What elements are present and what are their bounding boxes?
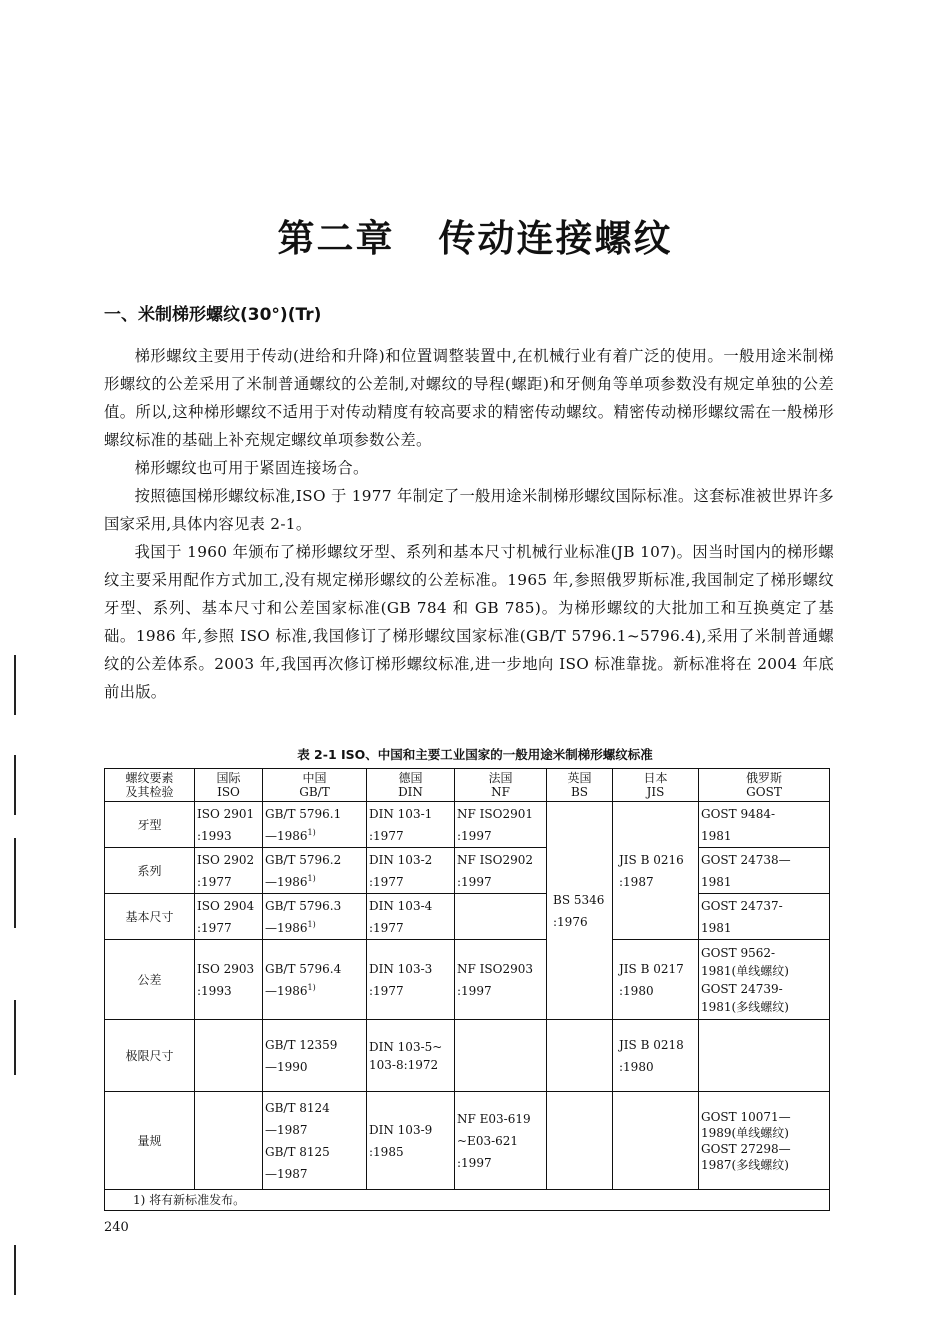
table-header-row bbox=[105, 769, 830, 802]
header-uk bbox=[547, 769, 613, 802]
cell-line: GOST 9562- bbox=[701, 945, 776, 960]
table-cell bbox=[699, 940, 830, 1020]
header-iso bbox=[195, 769, 263, 802]
table-cell bbox=[699, 848, 830, 894]
table-cell bbox=[367, 1020, 455, 1092]
table-cell-jis-merged bbox=[613, 802, 699, 940]
table-row bbox=[105, 894, 830, 940]
cell-line: —1986 bbox=[265, 828, 308, 843]
cell-line: DIN 103-2 bbox=[369, 852, 433, 867]
cell-line: ISO 2903 bbox=[197, 961, 255, 976]
cell-line: ISO 2902 bbox=[197, 852, 255, 867]
table-cell-empty bbox=[195, 1092, 263, 1190]
cell-line: —1990 bbox=[265, 1059, 308, 1074]
header-france bbox=[455, 769, 547, 802]
cell-line: GOST 9484- bbox=[701, 806, 776, 821]
table-caption: 表 2-1 ISO、中国和主要工业国家的一般用途米制梯形螺纹标准 bbox=[297, 747, 653, 762]
table-cell-bs-merged bbox=[547, 802, 613, 1020]
table-cell-empty bbox=[195, 1020, 263, 1092]
header-line: 俄罗斯 bbox=[745, 771, 782, 785]
row-label: 基本尺寸 bbox=[105, 894, 195, 940]
table-cell bbox=[263, 894, 367, 940]
cell-line: :1993 bbox=[197, 828, 232, 843]
cell-line: DIN 103-3 bbox=[369, 961, 433, 976]
cell-line: JIS B 0218 bbox=[619, 1037, 684, 1052]
cell-line: :1977 bbox=[369, 920, 404, 935]
cell-line: —1986 bbox=[265, 874, 308, 889]
body-text bbox=[104, 342, 834, 706]
table-cell bbox=[367, 940, 455, 1020]
cell-line: ISO 2904 bbox=[197, 898, 255, 913]
cell-line: :1997 bbox=[457, 874, 492, 889]
cell-line: GOST 27298— bbox=[701, 1141, 791, 1156]
table-cell-empty bbox=[699, 1020, 830, 1092]
table-cell-empty bbox=[547, 1092, 613, 1190]
cell-line: GB/T 8124 bbox=[265, 1100, 330, 1115]
header-line: GB/T bbox=[299, 785, 330, 799]
paragraph: 梯形螺纹主要用于传动(进给和升降)和位置调整装置中,在机械行业有着广泛的使用。一般用途米制梯形螺纹的公差采用了米制普通螺纹的公差制,对螺纹的导程(螺距)和牙侧角等单项参数没有规定单独的公差值。所以,这种梯形螺纹不适用于对传动精度有较高要求的精密传动螺纹。精密传动梯形螺纹需在一般梯形螺纹标准的基础上补充规定螺纹单项参数公差。 bbox=[104, 347, 834, 449]
cell-line: :1977 bbox=[197, 874, 232, 889]
table-row bbox=[105, 1020, 830, 1092]
cell-line: :1993 bbox=[197, 983, 232, 998]
cell-line: 1981(多线螺纹) bbox=[701, 999, 789, 1014]
footnote-mark: 1) bbox=[307, 982, 316, 992]
header-line: 国际 bbox=[216, 771, 241, 785]
header-line: 德国 bbox=[398, 771, 423, 785]
footnote-mark: 1) bbox=[307, 827, 316, 837]
cell-line: DIN 103-9 bbox=[369, 1122, 433, 1137]
cell-line: ISO 2901 bbox=[197, 806, 255, 821]
page-number: 240 bbox=[104, 1220, 129, 1235]
header-line: 中国 bbox=[302, 771, 327, 785]
cell-line: NF ISO2903 bbox=[457, 961, 533, 976]
cell-line: :1985 bbox=[369, 1144, 404, 1159]
standards-table bbox=[104, 768, 830, 1211]
table-cell bbox=[455, 940, 547, 1020]
cell-line: GB/T 8125 bbox=[265, 1144, 330, 1159]
cell-line: NF E03-619 bbox=[457, 1111, 531, 1126]
header-line: 及其检验 bbox=[125, 785, 174, 799]
table-cell bbox=[263, 848, 367, 894]
header-line: 螺纹要素 bbox=[125, 771, 174, 785]
paragraph: 我国于 1960 年颁布了梯形螺纹牙型、系列和基本尺寸机械行业标准(JB 107)。因当时国内的梯形螺纹主要采用配作方式加工,没有规定梯形螺纹的公差标准。1965 年,参照俄罗斯标准,我国制定了梯形螺纹牙型、系列、基本尺寸和公差国家标准(GB 784 和 GB 785)。为梯形螺纹的大批加工和互换奠定了基础。1986 年,参照 ISO 标准,我国修订了梯形螺纹国家标准(GB/T 5796.1~5796.4),采用了米制普通螺纹的公差体系。2003 年,我国再次修订梯形螺纹标准,进一步地向 ISO 标准靠拢。新标准将在 2004 年底前出版。 bbox=[104, 543, 834, 701]
table-cell bbox=[195, 802, 263, 848]
section-heading: 一、米制梯形螺纹(30°)(Tr) bbox=[104, 305, 322, 325]
table-cell-empty bbox=[455, 894, 547, 940]
cell-line: —1986 bbox=[265, 983, 308, 998]
chapter-number: 第二章 bbox=[277, 217, 395, 260]
header-line: 英国 bbox=[567, 771, 592, 785]
table-cell bbox=[195, 940, 263, 1020]
cell-line: GOST 10071— bbox=[701, 1109, 791, 1124]
cell-line: 1981 bbox=[701, 920, 732, 935]
cell-line: —1986 bbox=[265, 920, 308, 935]
cell-line: GB/T 5796.3 bbox=[265, 898, 342, 913]
table-cell bbox=[195, 848, 263, 894]
cell-line: :1997 bbox=[457, 983, 492, 998]
table-cell-empty bbox=[455, 1020, 547, 1092]
header-element bbox=[105, 769, 195, 802]
table-cell bbox=[263, 1020, 367, 1092]
table-footnote-row bbox=[105, 1190, 830, 1211]
scan-edge-line bbox=[14, 1245, 16, 1295]
cell-line: NF ISO2902 bbox=[457, 852, 533, 867]
cell-line: :1977 bbox=[197, 920, 232, 935]
table-cell bbox=[263, 1092, 367, 1190]
cell-line: BS 5346 bbox=[553, 892, 605, 907]
cell-line: :1977 bbox=[369, 874, 404, 889]
cell-line: GB/T 5796.1 bbox=[265, 806, 342, 821]
header-line: 法国 bbox=[488, 771, 513, 785]
cell-line: JIS B 0217 bbox=[619, 961, 684, 976]
cell-line: JIS B 0216 bbox=[619, 852, 684, 867]
table-cell bbox=[455, 848, 547, 894]
cell-line: GB/T 5796.4 bbox=[265, 961, 342, 976]
cell-line: DIN 103-4 bbox=[369, 898, 433, 913]
table-cell bbox=[699, 802, 830, 848]
header-line: BS bbox=[570, 785, 589, 799]
cell-line: DIN 103-5~ bbox=[369, 1039, 443, 1054]
cell-line: GOST 24738— bbox=[701, 852, 791, 867]
cell-line: 1981 bbox=[701, 828, 732, 843]
cell-line: 1987(多线螺纹) bbox=[701, 1157, 789, 1172]
row-label: 系列 bbox=[105, 848, 195, 894]
table-cell bbox=[367, 848, 455, 894]
table-row bbox=[105, 802, 830, 848]
table-cell bbox=[195, 894, 263, 940]
scan-edge-line bbox=[14, 755, 16, 815]
table-cell bbox=[367, 1092, 455, 1190]
header-germany bbox=[367, 769, 455, 802]
cell-line: GOST 24739- bbox=[701, 981, 783, 996]
cell-line: :1976 bbox=[553, 914, 588, 929]
cell-line: :1980 bbox=[619, 983, 654, 998]
header-line: ISO bbox=[217, 785, 240, 799]
cell-line: ~E03-621 bbox=[457, 1133, 519, 1148]
row-label: 极限尺寸 bbox=[105, 1020, 195, 1092]
table-cell bbox=[613, 940, 699, 1020]
cell-line: GB/T 5796.2 bbox=[265, 852, 342, 867]
table-cell bbox=[455, 802, 547, 848]
row-label: 量规 bbox=[105, 1092, 195, 1190]
scan-edge-line bbox=[14, 1000, 16, 1075]
table-cell bbox=[263, 802, 367, 848]
table-cell bbox=[455, 1092, 547, 1190]
cell-line: :1977 bbox=[369, 983, 404, 998]
table-row bbox=[105, 1092, 830, 1190]
chapter-title bbox=[0, 208, 950, 262]
cell-line: NF ISO2901 bbox=[457, 806, 533, 821]
header-russia bbox=[699, 769, 830, 802]
header-line: JIS bbox=[646, 785, 665, 799]
paragraph: 梯形螺纹也可用于紧固连接场合。 bbox=[134, 459, 369, 477]
table-cell bbox=[367, 894, 455, 940]
header-line: DIN bbox=[398, 785, 423, 799]
row-label: 牙型 bbox=[105, 802, 195, 848]
cell-line: :1980 bbox=[619, 1059, 654, 1074]
cell-line: —1987 bbox=[265, 1166, 308, 1181]
cell-line: 1981(单线螺纹) bbox=[701, 963, 789, 978]
header-line: 日本 bbox=[643, 771, 668, 785]
table-cell bbox=[367, 802, 455, 848]
cell-line: :1997 bbox=[457, 828, 492, 843]
cell-line: :1977 bbox=[369, 828, 404, 843]
footnote-mark: 1) bbox=[307, 919, 316, 929]
header-japan bbox=[613, 769, 699, 802]
cell-line: 103-8:1972 bbox=[369, 1057, 439, 1072]
scan-edge-line bbox=[14, 838, 16, 928]
chapter-name: 传动连接螺纹 bbox=[438, 217, 673, 260]
table-row bbox=[105, 848, 830, 894]
cell-line: GOST 24737- bbox=[701, 898, 783, 913]
cell-line: :1997 bbox=[457, 1155, 492, 1170]
paragraph: 按照德国梯形螺纹标准,ISO 于 1977 年制定了一般用途米制梯形螺纹国际标准。这套标准被世界许多国家采用,具体内容见表 2-1。 bbox=[104, 487, 834, 533]
row-label: 公差 bbox=[105, 940, 195, 1020]
scan-edge-line bbox=[14, 655, 16, 715]
table-footnote: 1) 将有新标准发布。 bbox=[105, 1190, 830, 1211]
table-cell bbox=[699, 894, 830, 940]
table-cell-empty bbox=[547, 1020, 613, 1092]
cell-line: DIN 103-1 bbox=[369, 806, 433, 821]
table-cell bbox=[699, 1092, 830, 1190]
cell-line: 1989(单线螺纹) bbox=[701, 1125, 789, 1140]
header-line: GOST bbox=[746, 785, 782, 799]
cell-line: :1987 bbox=[619, 874, 654, 889]
footnote-mark: 1) bbox=[307, 873, 316, 883]
cell-line: GB/T 12359 bbox=[265, 1037, 338, 1052]
table-cell-empty bbox=[613, 1092, 699, 1190]
cell-line: 1981 bbox=[701, 874, 732, 889]
header-line: NF bbox=[491, 785, 510, 799]
cell-line: —1987 bbox=[265, 1122, 308, 1137]
table-cell bbox=[263, 940, 367, 1020]
table-row bbox=[105, 940, 830, 1020]
header-china bbox=[263, 769, 367, 802]
table-cell bbox=[613, 1020, 699, 1092]
